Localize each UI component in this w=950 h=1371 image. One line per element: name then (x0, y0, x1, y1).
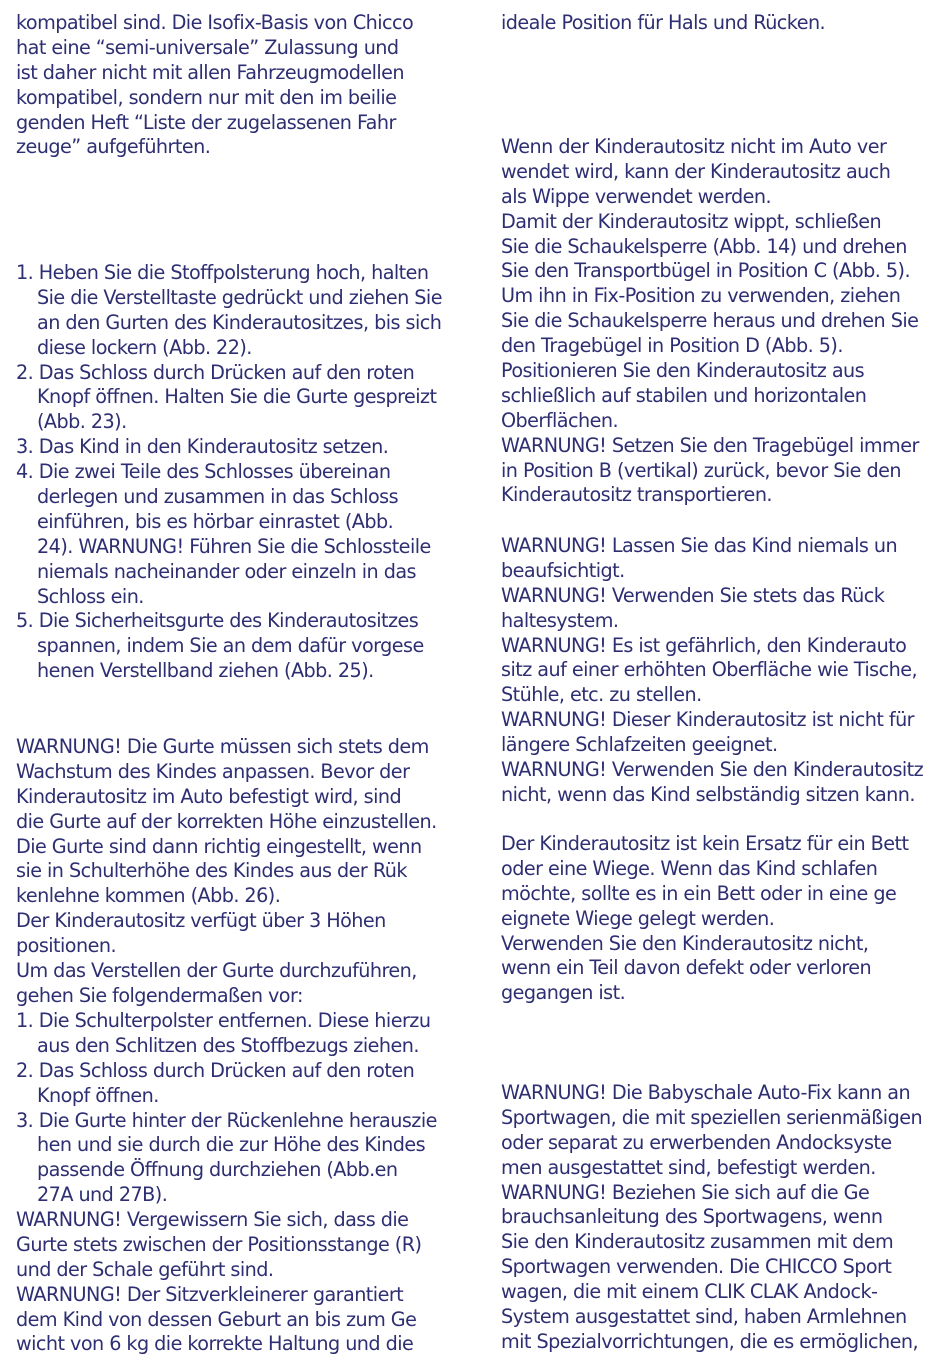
list-item (16, 460, 456, 609)
text-line: Schloss ein. (37, 584, 144, 608)
harness-paragraph (16, 735, 456, 1009)
text-line: Gurte stets zwischen der Positionsstange (R) (16, 1232, 422, 1256)
text-line: hat eine “semi-universale” Zulassung und (16, 35, 399, 59)
text-line: 24). WARNUNG! Führen Sie die Schlossteile (37, 534, 431, 558)
list-item (16, 1109, 456, 1209)
buckle-steps-list (16, 261, 456, 684)
text-line: möchte, sollte es in ein Bett oder in eine ge (501, 881, 897, 905)
text-line: haltesystem. (501, 608, 619, 632)
text-line: Wenn der Kinderautositz nicht im Auto ver (501, 135, 887, 158)
text-line: WARNUNG! Die Babyschale Auto-Fix kann an (501, 1081, 911, 1104)
bed-paragraph (501, 832, 941, 1006)
text-line: sie in Schulterhöhe des Kindes aus der Rük (16, 859, 407, 883)
text-line: Sie die Verstelltaste gedrückt und ziehen Sie (37, 285, 442, 309)
text-line: mit Spezialvorrichtungen, die es ermöglichen, (501, 1329, 919, 1353)
text-line: WARNUNG! Setzen Sie den Tragebügel immer (501, 433, 919, 457)
list-item (16, 261, 456, 361)
text-line: gegangen ist. (501, 981, 626, 1005)
text-line: in Position B (vertikal) zurück, bevor Sie den (501, 458, 901, 482)
text-line: (Abb. 23). (37, 410, 127, 434)
text-line: oder separat zu erwerbenden Andocksyste (501, 1130, 892, 1154)
text-line: men ausgestattet sind, befestigt werden. (501, 1155, 876, 1179)
text-line: WARNUNG! Es ist gefährlich, den Kinderauto (501, 633, 907, 657)
text-line: WARNUNG! Die Gurte müssen sich stets dem (16, 735, 429, 758)
text-line: 5. Die Sicherheitsgurte des Kinderautositzes (16, 609, 419, 633)
text-line: Oberflächen. (501, 408, 618, 432)
text-line: Kinderautositz im Auto befestigt wird, sind (16, 784, 402, 808)
text-line: 2. Das Schloss durch Drücken auf den roten (16, 360, 415, 384)
text-line: kompatibel sind. Die Isofix-Basis von Chicco (16, 11, 414, 34)
text-line: wagen, die mit einem CLIK CLAK Andock- (501, 1280, 878, 1304)
text-line: dem Kind von dessen Geburt an bis zum Ge (16, 1307, 417, 1331)
text-line: hen und sie durch die zur Höhe des Kindes (37, 1133, 426, 1157)
text-line: Stühle, etc. zu stellen. (501, 683, 702, 707)
text-line: längere Schlafzeiten geeignet. (501, 733, 778, 757)
text-line: kompatibel, sondern nur mit den im beilie (16, 85, 397, 109)
text-line: Positionieren Sie den Kinderautositz aus (501, 359, 865, 383)
list-item (16, 609, 456, 684)
text-line: System ausgestattet sind, haben Armlehnen (501, 1305, 907, 1329)
text-line: 1. Heben Sie die Stoffpolsterung hoch, halten (16, 261, 429, 284)
list-item (16, 1059, 456, 1109)
text-line: als Wippe verwendet werden. (501, 184, 772, 208)
text-line: den Tragebügel in Position D (Abb. 5). (501, 334, 843, 358)
harness-adjust-list (16, 1009, 456, 1208)
text-line: und der Schale geführt sind. (16, 1257, 274, 1281)
text-line: schließlich auf stabilen und horizontalen (501, 383, 867, 407)
text-line: die Gurte auf der korrekten Höhe einzustellen. (16, 809, 437, 833)
text-line: ist daher nicht mit allen Fahrzeugmodellen (16, 60, 405, 84)
text-line: derlegen und zusammen in das Schloss (37, 485, 399, 509)
rocker-paragraph (501, 135, 941, 508)
text-line: 3. Das Kind in den Kinderautositz setzen. (16, 435, 389, 459)
text-line: sitz auf einer erhöhten Oberfläche wie Tische, (501, 658, 918, 682)
text-line: Sie die Schaukelsperre heraus und drehen Sie (501, 309, 919, 333)
text-line: an den Gurten des Kinderautositzes, bis sich (37, 310, 442, 334)
text-line: Um das Verstellen der Gurte durchzuführen, (16, 959, 417, 983)
text-line: brauchsanleitung des Sportwagens, wenn (501, 1205, 883, 1229)
text-line: Sie den Kinderautositz zusammen mit dem (501, 1230, 894, 1254)
text-line: positionen. (16, 934, 117, 958)
list-item (16, 435, 456, 460)
text-line: 27A und 27B). (37, 1183, 168, 1207)
text-line: Damit der Kinderautositz wippt, schließen (501, 209, 882, 233)
text-line: 4. Die zwei Teile des Schlosses übereinan (16, 460, 391, 484)
text-line: beaufsichtigt. (501, 558, 625, 582)
text-line: WARNUNG! Der Sitzverkleinerer garantiert (16, 1282, 404, 1306)
text-line: 3. Die Gurte hinter der Rückenlehne herauszie (16, 1108, 437, 1132)
text-line: Sportwagen verwenden. Die CHICCO Sport (501, 1255, 892, 1279)
text-line: wendet wird, kann der Kinderautositz auch (501, 159, 891, 183)
text-line: Sie die Schaukelsperre (Abb. 14) und drehen (501, 234, 907, 258)
list-item (16, 361, 456, 436)
text-line: nicht, wenn das Kind selbständig sitzen kann. (501, 782, 915, 806)
text-line: Knopf öffnen. (37, 1083, 159, 1107)
text-line: WARNUNG! Beziehen Sie sich auf die Ge (501, 1180, 870, 1204)
text-line: aus den Schlitzen des Stoffbezugs ziehen. (37, 1033, 419, 1057)
text-line: WARNUNG! Lassen Sie das Kind niemals un (501, 534, 898, 557)
text-line: Die Gurte sind dann richtig eingestellt, wenn (16, 834, 422, 858)
warnings-paragraph (501, 534, 941, 808)
text-line: zeuge” aufgeführten. (16, 135, 211, 159)
text-line: 2. Das Schloss durch Drücken auf den roten (16, 1058, 415, 1082)
text-line: niemals nacheinander oder einzeln in das (37, 559, 416, 583)
text-line: diese lockern (Abb. 22). (37, 335, 252, 359)
text-line: Knopf öffnen. Halten Sie die Gurte gespreizt (37, 385, 437, 409)
text-line: 1. Die Schulterpolster entfernen. Diese hierzu (16, 1009, 431, 1032)
text-line: ideale Position für Hals und Rücken. (501, 11, 826, 34)
text-line: passende Öffnung durchziehen (Abb.en (37, 1158, 398, 1182)
text-line: WARNUNG! Dieser Kinderautositz ist nicht für (501, 708, 915, 732)
text-line: Sie den Transportbügel in Position C (Abb. 5). (501, 259, 911, 283)
intro-paragraph (16, 11, 456, 160)
text-line: spannen, indem Sie an dem dafür vorgese (37, 634, 424, 658)
text-line: henen Verstellband ziehen (Abb. 25). (37, 659, 374, 683)
text-line: Der Kinderautositz verfügt über 3 Höhen (16, 909, 386, 933)
closing-paragraph (16, 1208, 456, 1357)
text-line: Der Kinderautositz ist kein Ersatz für ein Bett (501, 832, 909, 855)
text-line: Um ihn in Fix-Position zu verwenden, ziehen (501, 284, 901, 308)
text-line: oder eine Wiege. Wenn das Kind schlafen (501, 856, 878, 880)
text-line: Verwenden Sie den Kinderautositz nicht, (501, 931, 869, 955)
stroller-paragraph (501, 1081, 941, 1355)
text-line: WARNUNG! Verwenden Sie stets das Rück (501, 583, 885, 607)
list-item (16, 1009, 456, 1059)
text-line: eignete Wiege gelegt werden. (501, 906, 775, 930)
text-line: Kinderautositz transportieren. (501, 483, 772, 507)
text-line: kenlehne kommen (Abb. 26). (16, 884, 281, 908)
text-line: WARNUNG! Vergewissern Sie sich, dass die (16, 1208, 409, 1231)
text-line: Sportwagen, die mit speziellen serienmäßigen (501, 1105, 923, 1129)
text-line: wenn ein Teil davon defekt oder verloren (501, 956, 872, 980)
top-line (501, 11, 941, 36)
text-line: WARNUNG! Verwenden Sie den Kinderautositz (501, 758, 924, 782)
text-line: einführen, bis es hörbar einrastet (Abb. (37, 509, 394, 533)
text-line: gehen Sie folgendermaßen vor: (16, 983, 303, 1007)
text-line: genden Heft “Liste der zugelassenen Fahr (16, 110, 396, 134)
text-line: wicht von 6 kg die korrekte Haltung und die (16, 1332, 414, 1356)
text-line: Wachstum des Kindes anpassen. Bevor der (16, 759, 410, 783)
